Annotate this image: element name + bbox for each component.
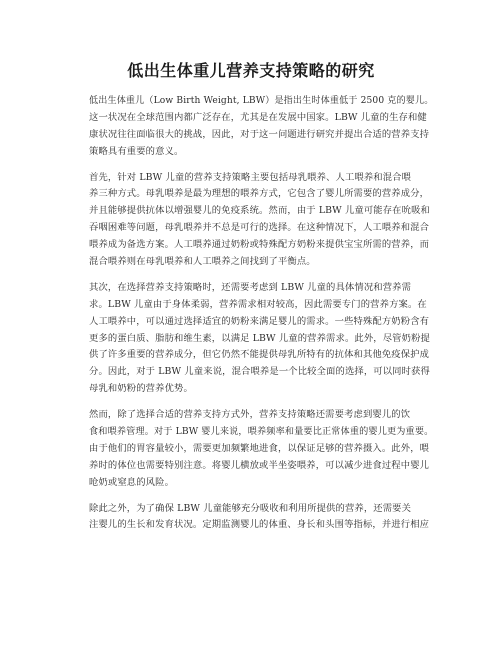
text-line: 人工喂养中，可以通过选择适宜的奶粉来满足婴儿的需求。一些特殊配方奶粉含有 [89, 315, 430, 327]
text-line: 然而，除了选择合适的营养支持方式外，营养支持策略还需要考虑到婴儿的饮 [89, 409, 411, 421]
paragraph [89, 170, 433, 271]
text-line: 策略具有重要的意义。 [89, 145, 184, 157]
text-line: 食和喂养管理。对于 LBW 婴儿来说，喂养频率和量要比正常体重的婴儿更为重要。 [89, 426, 434, 438]
paragraph [89, 407, 433, 491]
text-line: 呛奶或窒息的风险。 [89, 476, 175, 488]
text-line: 由于他们的胃容量较小，需要更加频繁地进食，以保证足够的营养摄入。此外，喂 [89, 442, 430, 454]
text-line: 康状况往往面临很大的挑战，因此，对于这一问题进行研究并提出合适的营养支持 [89, 128, 430, 140]
text-line: 吞咽困难等问题，母乳喂养并不总是可行的选择。在这种情况下，人工喂养和混合 [89, 222, 430, 234]
text-line: 其次，在选择营养支持策略时，还需要考虑到 LBW 儿童的具体情况和营养需 [89, 281, 412, 293]
text-line: 除此之外，为了确保 LBW 儿童能够充分吸收和利用所提供的营养，还需要关 [89, 502, 412, 514]
text-line: 母乳和奶粉的营养优势。 [89, 383, 193, 395]
text-line: 养时的体位也需要特别注意。将婴儿横放或半坐姿喂养，可以减少进食过程中婴儿 [89, 459, 430, 471]
text-line: 并且能够提供抗体以增强婴儿的免疫系统。然而，由于 LBW 儿童可能存在吮吸和 [89, 205, 430, 217]
text-line: 分。因此，对于 LBW 儿童来说，混合喂养是一个比较全面的选择，可以同时获得 [89, 366, 430, 378]
paragraph [89, 501, 433, 535]
text-line: 注婴儿的生长和发育状况。定期监测婴儿的体重、身长和头围等指标，并进行相应 [89, 519, 430, 531]
document-title: 低出生体重儿营养支持策略的研究 [127, 61, 375, 80]
text-line: 更多的蛋白质、脂肪和维生素，以满足 LBW 儿童的营养需求。此外，尽管奶粉提 [89, 332, 430, 344]
text-line: 求。LBW 儿童由于身体柔弱，营养需求相对较高，因此需要专门的营养方案。在 [89, 298, 427, 310]
text-line: 供了许多重要的营养成分，但它仍然不能提供母乳所特有的抗体和其他免疫保护成 [89, 349, 430, 361]
text-line: 混合喂养则在母乳喂养和人工喂养之间找到了平衡点。 [89, 256, 316, 268]
text-line: 喂养成为备选方案。人工喂养通过奶粉或特殊配方奶粉来提供宝宝所需的营养，而 [89, 239, 430, 251]
text-line: 养三种方式。母乳喂养是最为理想的喂养方式，它包含了婴儿所需要的营养成分， [89, 188, 430, 200]
text-line: 低出生体重儿（Low Birth Weight, LBW）是指出生时体重低于 2500 克的婴儿。 [89, 95, 434, 106]
paragraph [89, 93, 433, 161]
document-body [89, 93, 433, 543]
text-line: 这一状况在全球范围内都广泛存在，尤其是在发展中国家。LBW 儿童的生存和健 [89, 111, 427, 123]
paragraph [89, 280, 433, 398]
text-line: 首先，针对 LBW 儿童的营养支持策略主要包括母乳喂养、人工喂养和混合喂 [89, 171, 412, 183]
